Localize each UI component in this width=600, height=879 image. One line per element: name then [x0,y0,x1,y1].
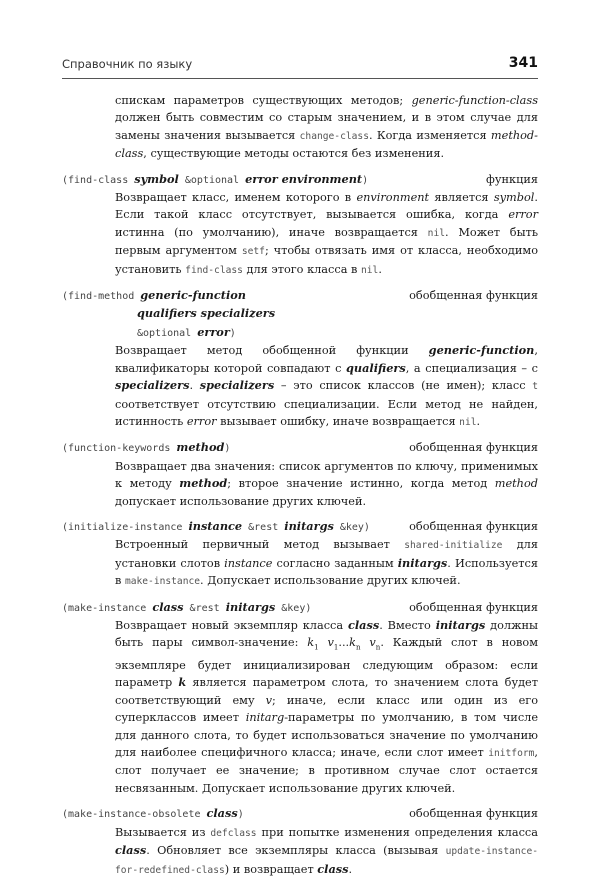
page-content [62,92,538,879]
text-run: ) [224,443,231,455]
text-run: (find-method [62,291,141,303]
text-run: для этого класса в [242,262,361,276]
text-run: соответствует отсутствию специализации. Если метод не найден, истинность [115,397,538,428]
text-run: environment [277,171,363,186]
page-header [62,55,538,75]
text-run: error [197,324,230,339]
text-run: . Если такой класс отсутствует, вызывается ошибка, когда [115,191,538,222]
text-run: , существующие методы остаются без изменения. [143,147,445,161]
text-run: ) [229,327,236,339]
text-run: Встроенный первичный метод вызывает [115,538,405,552]
entry-make-instance-signature [62,599,538,617]
entry-kind: функция [486,172,538,186]
text-run: generic-function-class [411,94,538,107]
text-run: . [378,262,382,276]
entry-kind: обобщенная функция [409,441,538,455]
running-head: Справочник по языку [62,57,193,71]
entry-kind: обобщенная функция [409,289,538,303]
text-run: find-class [185,264,243,276]
entry-find-class-description [115,189,538,279]
entry-initialize-instance-description [115,536,538,590]
text-run: generic-function [428,343,535,358]
text-run: k [349,636,356,650]
text-run: qualifiers specializers [137,306,276,321]
signature [62,805,244,823]
text-run: – это список классов (не имен); класс [274,379,533,393]
text-run: v [369,636,376,650]
text-run: (find-class [62,174,135,186]
text-run: k [178,675,187,690]
entry-kind: обобщенная функция [409,600,538,614]
text-run: (initialize-instance [62,521,189,533]
text-run: class [206,806,238,821]
text-run: t [532,381,539,393]
signature [62,287,275,342]
entry-initialize-instance-signature [62,518,538,536]
text-run: class [317,861,349,876]
signature [62,171,368,189]
entry-find-method-signature [62,287,538,342]
text-run: (function-keywords [62,443,177,455]
text-run: &optional [178,174,246,186]
text-run: является параметром слота, то значением слота будет соответствующий ему [115,676,538,707]
text-run: symbol [134,171,179,186]
text-run: истинна (по умолчанию), иначе возвращается [115,225,428,239]
text-run: Возвращает новый экземпляр класса [115,618,348,632]
header-rule [62,78,538,79]
text-run: initargs [284,518,334,533]
text-run: k [307,636,315,650]
text-run: ; второе значение истинно, когда метод [227,477,495,491]
text-run: method-class [115,128,538,161]
signature [62,518,370,536]
text-run: , слот получает ее значение; в противном случае слот остается несвязанным. Допускает использование других ключей. [115,746,538,795]
text-run: (make-instance-obsolete [62,809,207,821]
text-run: . Может быть первым аргументом [115,225,538,258]
entry-make-instance-obsolete-signature [62,805,538,823]
text-run: вызывает ошибку, иначе возвращается [216,414,460,428]
text-run: . [476,414,481,428]
intro-paragraph [115,92,538,163]
text-run: Возвращает метод обобщенной функции [115,344,429,358]
text-run: initargs [225,599,276,614]
text-run: method [179,476,228,491]
entry-make-instance-description [115,617,538,797]
text-run: 1 [333,643,339,652]
entry-function-keywords-signature [62,439,538,457]
text-run: v [265,693,273,707]
text-run: ) [237,809,244,821]
text-run: defclass [210,827,257,839]
text-run: setf [241,246,265,258]
text-run: &optional [137,327,198,339]
entry-kind: обобщенная функция [409,807,538,821]
text-run: shared-initialize [404,540,503,552]
text-run: Возвращает класс, именем которого в [115,191,357,205]
text-run: , квалификаторы которой совпадают с [115,344,538,375]
text-run: ; иначе, если класс или один из его суперклассов имеет [115,693,538,725]
text-run: generic-function [140,288,247,303]
text-run: . [348,862,353,876]
text-run: является [429,191,494,205]
text-run: . [189,379,200,393]
text-run: initargs [435,617,486,632]
text-run: n [375,643,381,652]
entry-make-instance-obsolete-description [115,824,538,879]
text-run: допускает использование других ключей. [115,494,367,508]
text-run: должны быть пары символ-значение: [115,618,538,650]
text-run: спискам параметров существующих методов; [115,94,412,107]
text-run: (make-instance [62,602,153,614]
text-run: ; чтобы отвязать имя от класса, необходимо установить [115,244,538,276]
text-run: error [508,208,538,222]
text-run: change-class [299,130,369,142]
text-run: specializers [115,378,190,393]
text-run: &key) [333,521,370,533]
text-run: instance [224,556,273,570]
text-run: &rest [183,602,226,614]
text-run: должен быть совместим со старым значением, и в этом случае для замены значения вызывается [115,111,538,142]
text-run: class [347,617,380,632]
text-run: -параметры по умолчанию, в том числе для данного слота, то будет использоваться значение по умолчанию для наиболее специфичного класса; иначе, если слот имеет [115,711,539,760]
signature [62,439,230,457]
text-run: . Допускает использование других ключей. [200,574,461,588]
text-run: согласно заданным [272,556,398,570]
text-run: class [115,843,147,858]
text-run: . Когда изменяется [368,128,491,142]
text-run: . Используется в [115,556,538,588]
entry-find-class-signature [62,171,538,189]
text-run: update-instance-for-redefined-class [115,846,538,876]
text-run: Вызывается из [115,825,211,839]
entry-find-method-description [115,342,538,431]
text-run: nil [459,416,477,428]
text-run: instance [188,518,243,533]
text-run: для установки слотов [115,538,538,570]
text-run: environment [356,191,430,205]
text-run: initarg [245,711,285,725]
text-run: method [176,440,225,455]
text-run: error [245,171,278,186]
text-run: ... [338,636,350,650]
text-run: &rest [242,521,285,533]
signature [62,599,311,617]
text-run: qualifiers [346,360,406,375]
text-run: . Вместо [379,618,436,632]
text-run: при попытке изменения определения класса [256,825,538,839]
text-run: initform [488,748,535,760]
text-run: symbol [493,191,535,205]
text-run: , а специализация – с [405,361,538,375]
text-run: ) и возвращает [224,862,318,876]
text-run: n [356,643,361,652]
entry-kind: обобщенная функция [409,519,538,533]
text-run: nil [427,227,445,239]
entry-function-keywords-description [115,458,538,510]
text-run: 1 [314,643,319,652]
text-run: error [186,414,217,428]
text-run: v [327,636,334,650]
text-run: specializers [199,378,275,393]
text-run: ) [362,174,369,186]
text-run: Возвращает два значения: список аргументов по ключу, применимых к методу [115,459,538,491]
text-run: &key) [275,602,312,614]
page-number: 341 [508,55,538,71]
text-run: . Каждый слот в новом экземпляре будет инициализирован следующим образом: если параметр [115,636,538,690]
text-run: nil [360,264,379,276]
text-run: class [152,599,184,614]
text-run: make-instance [124,576,201,588]
text-run: . Обновляет все экземпляры класса (вызывая [146,844,446,858]
text-run: method [494,477,538,491]
text-run: initargs [397,555,448,570]
